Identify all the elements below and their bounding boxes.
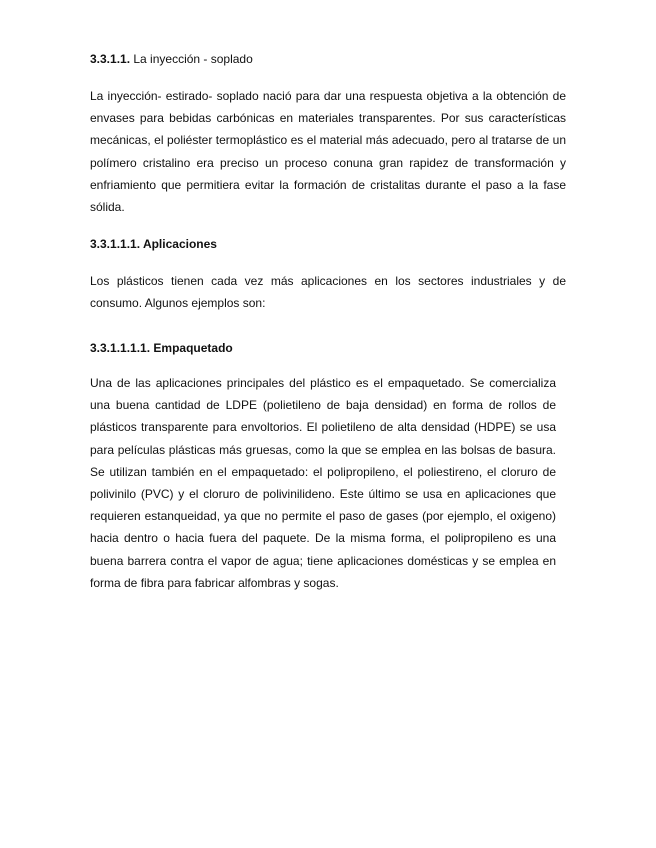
- heading-number: 3.3.1.1.1.1.: [90, 341, 151, 355]
- heading-title: La inyección - soplado: [133, 52, 253, 66]
- heading-aplicaciones: [90, 237, 217, 251]
- heading-number: 3.3.1.1.: [90, 52, 131, 66]
- heading-empaquetado: [90, 341, 233, 355]
- heading-title: Empaquetado: [153, 341, 233, 355]
- paragraph-empaquetado: Una de las aplicaciones principales del plástico es el empaquetado. Se comercializa una buena cantidad de LDPE (polietileno de baja densidad) en forma de rollos de plásticos transparente para envoltorios. El polietileno de alta densidad (HDPE) se usa para películas plásticas más gruesas, como la que se emplea en las bolsas de basura. Se utilizan también en el empaquetado: el polipropileno, el poliestireno, el cloruro de polivinilo (PVC) y el cloruro de polivinilideno. Este último se usa en aplicaciones que requieren estanqueidad, ya que no permite el paso de gases (por ejemplo, el oxigeno) hacia dentro o hacia fuera del paquete. De la misma forma, el polipropileno es una buena barrera contra el vapor de agua; tiene aplicaciones domésticas y se emplea en forma de fibra para fabricar alfombras y sogas.: [90, 376, 556, 590]
- heading-title: Aplicaciones: [142, 237, 217, 251]
- paragraph-inyeccion-soplado: La inyección- estirado- soplado nació para dar una respuesta objetiva a la obtención de envases para bebidas carbónicas en materiales transparentes. Por sus características mecánicas, el poliéster termoplástico es el material más adecuado, pero al tratarse de un polímero cristalino era preciso un proceso conuna gran rapidez de transformación y enfriamiento que permitiera evitar la formación de cristalitas durante el paso a la fase sólida.: [90, 89, 566, 215]
- heading-number: 3.3.1.1.1.: [90, 237, 141, 251]
- heading-inyeccion-soplado: [90, 52, 253, 66]
- paragraph-aplicaciones: Los plásticos tienen cada vez más aplicaciones en los sectores industriales y de consumo. Algunos ejemplos son:: [90, 274, 566, 311]
